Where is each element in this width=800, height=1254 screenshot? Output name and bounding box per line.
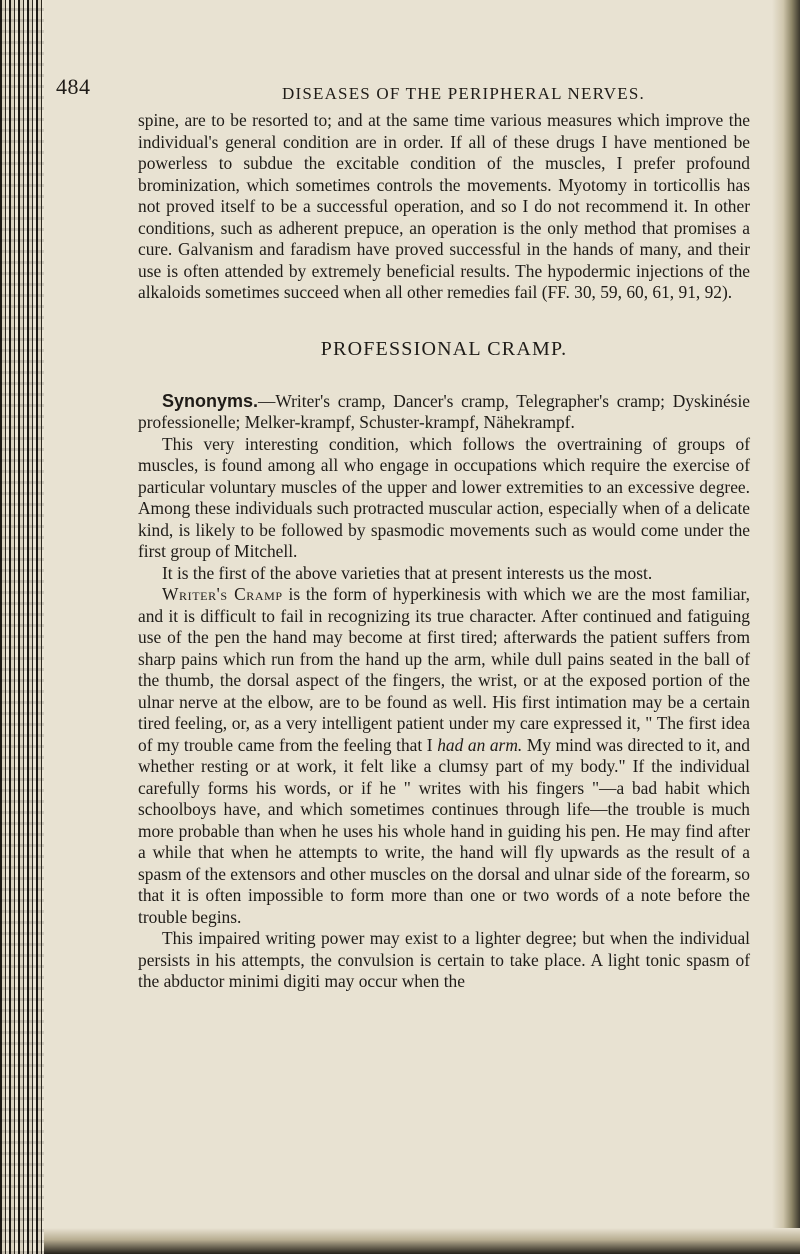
paragraph-5: This impaired writing power may exist to a lighter degree; but when the individual persists in his attempts, the convulsion is certain to take place. A light tonic spasm of the abductor minimi digiti may occur when the [138,928,750,991]
paragraph-4 [138,584,750,928]
page-header [52,70,766,104]
synonyms-paragraph [138,391,750,434]
body-text [138,110,750,993]
running-head: DISEASES OF THE PERIPHERAL NERVES. [282,84,645,103]
synonyms-label: Synonyms. [162,390,259,411]
page-right-edge-shadow [772,0,800,1254]
book-page [52,0,766,1228]
writers-cramp-term: Writer's Cramp [162,584,283,604]
paragraph-3: It is the first of the above varieties that at present interests us the most. [162,562,653,583]
book-binding-edge [0,0,44,1254]
synonyms-text: —Writer's cramp, Dancer's cramp, Telegrapher's cramp; Dyskinésie professionelle; Melker-krampf, Schuster-krampf, Nähekrampf. [138,390,750,432]
section-heading: PROFESSIONAL CRAMP. [320,337,568,360]
page-number: 484 [56,74,91,99]
paragraph-1: spine, are to be resorted to; and at the same time various measures which improve the individual's general condition are in order. If all of these drugs I have mentioned be powerless to subdue the excitable condition of the muscles, I prefer profound brominization, which sometimes controls the movements. Myotomy in torticollis has not proved itself to be a successful operation, and so I do not recommend it. In other conditions, such as adherent prepuce, an operation is the only method that promises a cure. Galvanism and faradism have proved successful in the hands of many, and their use is often attended by extremely beneficial results. The hypodermic injections of the alkaloids sometimes succeed when all other remedies fail (FF. 30, 59, 60, 61, 91, 92). [138,110,750,302]
paragraph-2: This very interesting condition, which follows the overtraining of groups of muscles, is found among all who engage in occupations which require the exercise of particular voluntary muscles of the upper and lower extremities to an excessive degree. Among these individuals such protracted muscular action, especially when of a delicate kind, is likely to be followed by spasmodic movements such as would come under the first group of Mitchell. [138,433,750,561]
paragraph-4-part-1: is the form of hyperkinesis with which we are the most familiar, and it is difficult to fail in recognizing its true character. After continued and fatiguing use of the pen the hand may become at first tired; afterwards the patient suffers from sharp pains which run from the hand up the arm, while dull pains seated in the ball of the thumb, the dorsal aspect of the fingers, the wrist, or at the exposed portion of the ulnar nerve at the elbow, are to be found as well. His first intimation may be a certain tired feeling, or, as a very intelligent patient under my care expressed it, " The first idea of my trouble came from the feeling that I [138,584,750,755]
page-bottom-edge-shadow [44,1228,800,1254]
paragraph-4-part-2: My mind was directed to it, and whether resting or at work, it felt like a clumsy part of my body." If the individual carefully forms his words, or if he " writes with his fingers "—a bad habit which schoolboys have, and which sometimes continues through life—the trouble is much more probable than when he uses his whole hand in guiding his pen. He may find after a while that when he attempts to write, the hand will fly upwards as the result of a spasm of the extensors and other muscles on the dorsal and ulnar side of the forearm, so that it is often impossible to form more than one or two words of a note before the trouble begins. [138,734,751,927]
paragraph-4-italic: had an arm. [437,734,523,755]
